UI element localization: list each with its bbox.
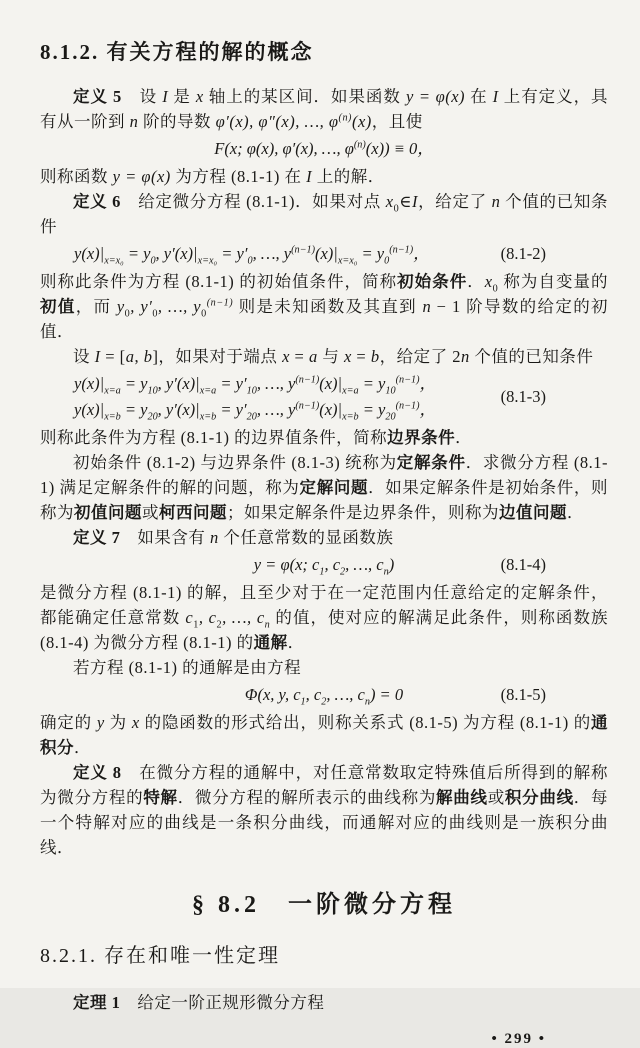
equation-8-1-3-line1: $y(x)|_{x=a} = y_{10}$, $y'(x)|_{x=a} = y'_{10}$, …, $y^{(n-1)}(x)|_{x=a} = y_{10}^{(n-1)}$， <box>74 374 436 397</box>
paragraph-boundary-setup: 设 I = [a, b]，如果对于端点 x = a 与 x = b，给定了 2n 个值的已知条件 <box>73 347 594 366</box>
equation-8-1-2-tag: (8.1-2) <box>500 244 546 263</box>
paragraph-initial-conditions: 则称此条件为方程 (8.1-1) 的初始值条件，简称初始条件．$x_0$ 称为自变量的初值，而 $y_0$, $y'_0$, …, $y_0^{(n-1)}$ 则是未知函数及其直到 n − 1 阶导数的给定的初值． <box>40 272 609 341</box>
equation-8-1-5-body: Φ(x, y, $c_1$, $c_2$, …, $c_n) = 0$ <box>244 685 404 708</box>
paragraph-definition-6: 定义 6 给定微分方程 (8.1-1)．如果对点 $x_0\in I$，给定了 n 个值的已知条件 <box>40 192 609 236</box>
paragraph-theorem-1: 定理 1 给定一阶正规形微分方程 <box>73 993 325 1012</box>
paragraph-def5-conclusion: 则称函数 y = φ(x) 为方程 (8.1-1) 在 I 上的解． <box>40 167 385 186</box>
equation-8-1-3-tag: (8.1-3) <box>500 387 546 406</box>
equation-8-1-3 <box>40 371 608 423</box>
paragraph-boundary-conclusion: 则称此条件为方程 (8.1-1) 的边界值条件，简称边界条件． <box>40 428 473 447</box>
equation-8-1-4-tag: (8.1-4) <box>500 555 546 574</box>
equation-8-1-2-body: $y(x)|_{x=x_0} = y_0$, $y'(x)|_{x=x_0} = y'_0$, …, $y^{(n-1)}(x)|_{x=x_0} = y_0^{(n-1)}$， <box>74 244 430 267</box>
equation-8-1-5-tag: (8.1-5) <box>500 685 546 704</box>
section-heading-8-2-1: 8.2.1. 存在和唯一性定理 <box>40 945 280 967</box>
equation-F <box>40 136 608 162</box>
equation-8-1-4 <box>40 552 608 578</box>
equation-F-body: F(x; φ(x), φ′(x), …, $\varphi^{(n)}(x)) \equiv 0$， <box>214 139 434 158</box>
paragraph-definition-7: 定义 7 如果含有 n 个任意常数的显函数族 <box>73 528 394 547</box>
paragraph-definition-8: 定义 8 在微分方程的通解中，对任意常数取定特殊值后所得到的解称 为微分方程的特解．微分方程的解所表示的曲线称为解曲线或积分曲线．每一个特解对应的曲线是一条积分曲线，而通解对应的曲线则是一族积分曲线． <box>40 763 608 857</box>
section-heading-8-1-2: 8.1.2. 有关方程的解的概念 <box>40 40 314 64</box>
section-heading-8-2: § 8.2 一阶微分方程 <box>192 892 456 918</box>
equation-8-1-3-line2: $y(x)|_{x=b} = y_{20}$, $y'(x)|_{x=b} = y'_{20}$, …, $y^{(n-1)}(x)|_{x=b} = y_{20}^{(n-1)}$， <box>74 400 436 423</box>
paragraph-dingjie-conditions: 初始条件 (8.1-2) 与边界条件 (8.1-3) 统称为定解条件．求微分方程 (8.1-1) 满足定解条件的解的问题，称为定解问题．如果定解条件是初始条件，则称为初值问题或柯西问题；如果定解条件是边界条件，则称为边值问题． <box>40 453 609 522</box>
page-number: • 299 • <box>491 1031 546 1047</box>
equation-8-1-4-body: y = φ(x; $c_1$, $c_2$, …, $c_n$) <box>253 555 395 578</box>
equation-8-1-5 <box>40 682 608 708</box>
paragraph-general-solution: 是微分方程 (8.1-1) 的解，且至少对于在一定范围内任意给定的定解条件，都能确定任意常数 $c_1$, $c_2$, …, $c_n$ 的值，使对应的解满足此条件，则称函数族 (8.1-4) 为微分方程 (8.1-1) 的通解． <box>40 583 608 652</box>
equation-8-1-2 <box>40 241 608 267</box>
paragraph-definition-5: 定义 5 设 I 是 x 轴上的某区间．如果函数 y = φ(x) 在 I 上有定义，具有从一阶到 n 阶的导数 φ′(x), φ″(x), …, $\varphi^{(n)}(x)$，且使 <box>40 87 609 131</box>
paragraph-general-integral-setup: 若方程 (8.1-1) 的通解是由方程 <box>73 658 302 677</box>
paragraph-general-integral: 确定的 y 为 x 的隐函数的形式给出，则称关系式 (8.1-5) 为方程 (8.1-1) 的通积分． <box>40 713 609 757</box>
